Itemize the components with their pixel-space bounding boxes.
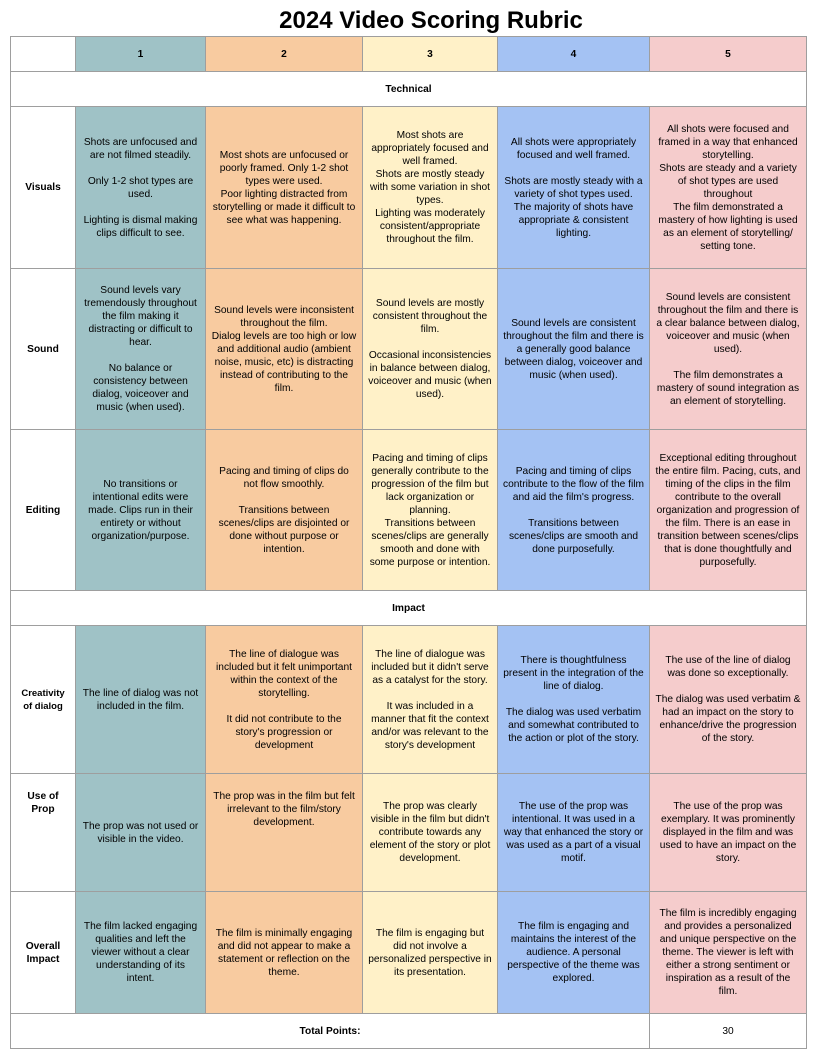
score-header-5: 5	[650, 37, 807, 72]
editing-score-5: Exceptional editing throughout the entire film. Pacing, cuts, and timing of the clips in the film contribute to the overall organization and progression of the film. There is an ease in transition between scenes/clips that is done thoughtfully and purposefully.	[650, 430, 807, 591]
prop-score-1: The prop was not used or visible in the video.	[76, 774, 206, 892]
row-use-of-prop	[11, 774, 807, 892]
header-blank-cell	[11, 37, 76, 72]
score-header-2: 2	[206, 37, 363, 72]
sound-score-3: Sound levels are mostly consistent throughout the film. Occasional inconsistencies in balance between dialog, voiceover and music (when used).	[363, 269, 498, 430]
prop-score-4: The use of the prop was intentional. It was used in a way that enhanced the story or was used as a part of a visual motif.	[498, 774, 650, 892]
prop-score-5: The use of the prop was exemplary. It was prominently displayed in the film and was used to have an impact on the story.	[650, 774, 807, 892]
creativity-score-4: There is thoughtfulness present in the integration of the line of dialog. The dialog was used verbatim and somewhat contributed to the action or plot of the story.	[498, 626, 650, 774]
overall-score-2: The film is minimally engaging and did not appear to make a statement or reflection on the theme.	[206, 892, 363, 1014]
visuals-score-3: Most shots are appropriately focused and well framed. Shots are mostly steady with some variation in shot types. Lighting was moderately consistent/appropriate throughout the film.	[363, 107, 498, 269]
total-points-value[interactable]: 30	[650, 1014, 807, 1049]
row-label-editing: Editing	[11, 430, 76, 591]
visuals-score-5: All shots were focused and framed in a way that enhanced storytelling. Shots are steady and a variety of shot types are used throughout The film demonstrated a mastery of how lighting is used as an element of storytelling/ setting tone.	[650, 107, 807, 269]
score-header-4: 4	[498, 37, 650, 72]
row-visuals	[11, 107, 807, 269]
visuals-score-4: All shots were appropriately focused and well framed. Shots are mostly steady with a variety of shot types used. The majority of shots have appropriate & consistent lighting.	[498, 107, 650, 269]
overall-score-3: The film is engaging but did not involve a personalized perspective in its presentation.	[363, 892, 498, 1014]
score-header-3: 3	[363, 37, 498, 72]
row-overall-impact	[11, 892, 807, 1014]
row-label-sound: Sound	[11, 269, 76, 430]
creativity-score-1: The line of dialog was not included in the film.	[76, 626, 206, 774]
sound-score-1: Sound levels vary tremendously throughout the film making it distracting or difficult to hear. No balance or consistency between dialog, voiceover and music (when used).	[76, 269, 206, 430]
section-impact: Impact	[11, 591, 807, 626]
creativity-score-3: The line of dialogue was included but it didn't serve as a catalyst for the story. It was included in a manner that fit the context and/or was relevant to the story's development	[363, 626, 498, 774]
page-title: 2024 Video Scoring Rubric	[279, 7, 583, 34]
overall-score-5: The film is incredibly engaging and provides a personalized and unique perspective on the theme. The viewer is left with either a strong sentiment or inspiration as a result of the film.	[650, 892, 807, 1014]
editing-score-3: Pacing and timing of clips generally contribute to the progression of the film but lack organization or planning. Transitions between scenes/clips are generally smooth and done with some purpose or intention.	[363, 430, 498, 591]
editing-score-2: Pacing and timing of clips do not flow smoothly. Transitions between scenes/clips are disjointed or done without purpose or intention.	[206, 430, 363, 591]
row-editing	[11, 430, 807, 591]
row-creativity-of-dialog	[11, 626, 807, 774]
rubric-table	[10, 36, 807, 1049]
prop-score-2: The prop was in the film but felt irrelevant to the film/story development.	[206, 774, 363, 892]
row-label-creativity-of-dialog: Creativity of dialog	[11, 626, 76, 774]
sound-score-2: Sound levels were inconsistent throughout the film. Dialog levels are too high or low and additional audio (ambient noise, music, etc) is distracting instead of contributing to the film.	[206, 269, 363, 430]
creativity-score-5: The use of the line of dialog was done so exceptionally. The dialog was used verbatim & had an impact on the story to enhance/drive the progression of the story.	[650, 626, 807, 774]
editing-score-1: No transitions or intentional edits were made. Clips run in their entirety or without organization/purpose.	[76, 430, 206, 591]
visuals-score-2: Most shots are unfocused or poorly framed. Only 1-2 shot types were used. Poor lighting distracted from storytelling or made it difficult to see what was happening.	[206, 107, 363, 269]
visuals-score-1: Shots are unfocused and are not filmed steadily. Only 1-2 shot types are used. Lighting is dismal making clips difficult to see.	[76, 107, 206, 269]
editing-score-4: Pacing and timing of clips contribute to the flow of the film and aid the film's progress. Transitions between scenes/clips are smooth and done purposefully.	[498, 430, 650, 591]
section-technical: Technical	[11, 72, 807, 107]
total-points-label: Total Points:	[11, 1014, 650, 1049]
prop-score-3: The prop was clearly visible in the film but didn't contribute towards any element of the story or plot development.	[363, 774, 498, 892]
overall-score-4: The film is engaging and maintains the interest of the audience. A personal perspective of the theme was explored.	[498, 892, 650, 1014]
total-row	[11, 1014, 807, 1049]
header-row	[11, 37, 807, 72]
row-label-overall-impact: Overall Impact	[11, 892, 76, 1014]
row-label-use-of-prop: Use of Prop	[11, 774, 76, 892]
creativity-score-2: The line of dialogue was included but it felt unimportant within the context of the storytelling. It did not contribute to the story's progression or development	[206, 626, 363, 774]
overall-score-1: The film lacked engaging qualities and left the viewer without a clear understanding of its intent.	[76, 892, 206, 1014]
row-label-visuals: Visuals	[11, 107, 76, 269]
score-header-1: 1	[76, 37, 206, 72]
row-sound	[11, 269, 807, 430]
sound-score-4: Sound levels are consistent throughout the film and there is a generally good balance between dialog, voiceover and music (when used).	[498, 269, 650, 430]
sound-score-5: Sound levels are consistent throughout the film and there is a clear balance between dialog, voiceover and music (when used). The film demonstrates a mastery of sound integration as an element of storytelling.	[650, 269, 807, 430]
